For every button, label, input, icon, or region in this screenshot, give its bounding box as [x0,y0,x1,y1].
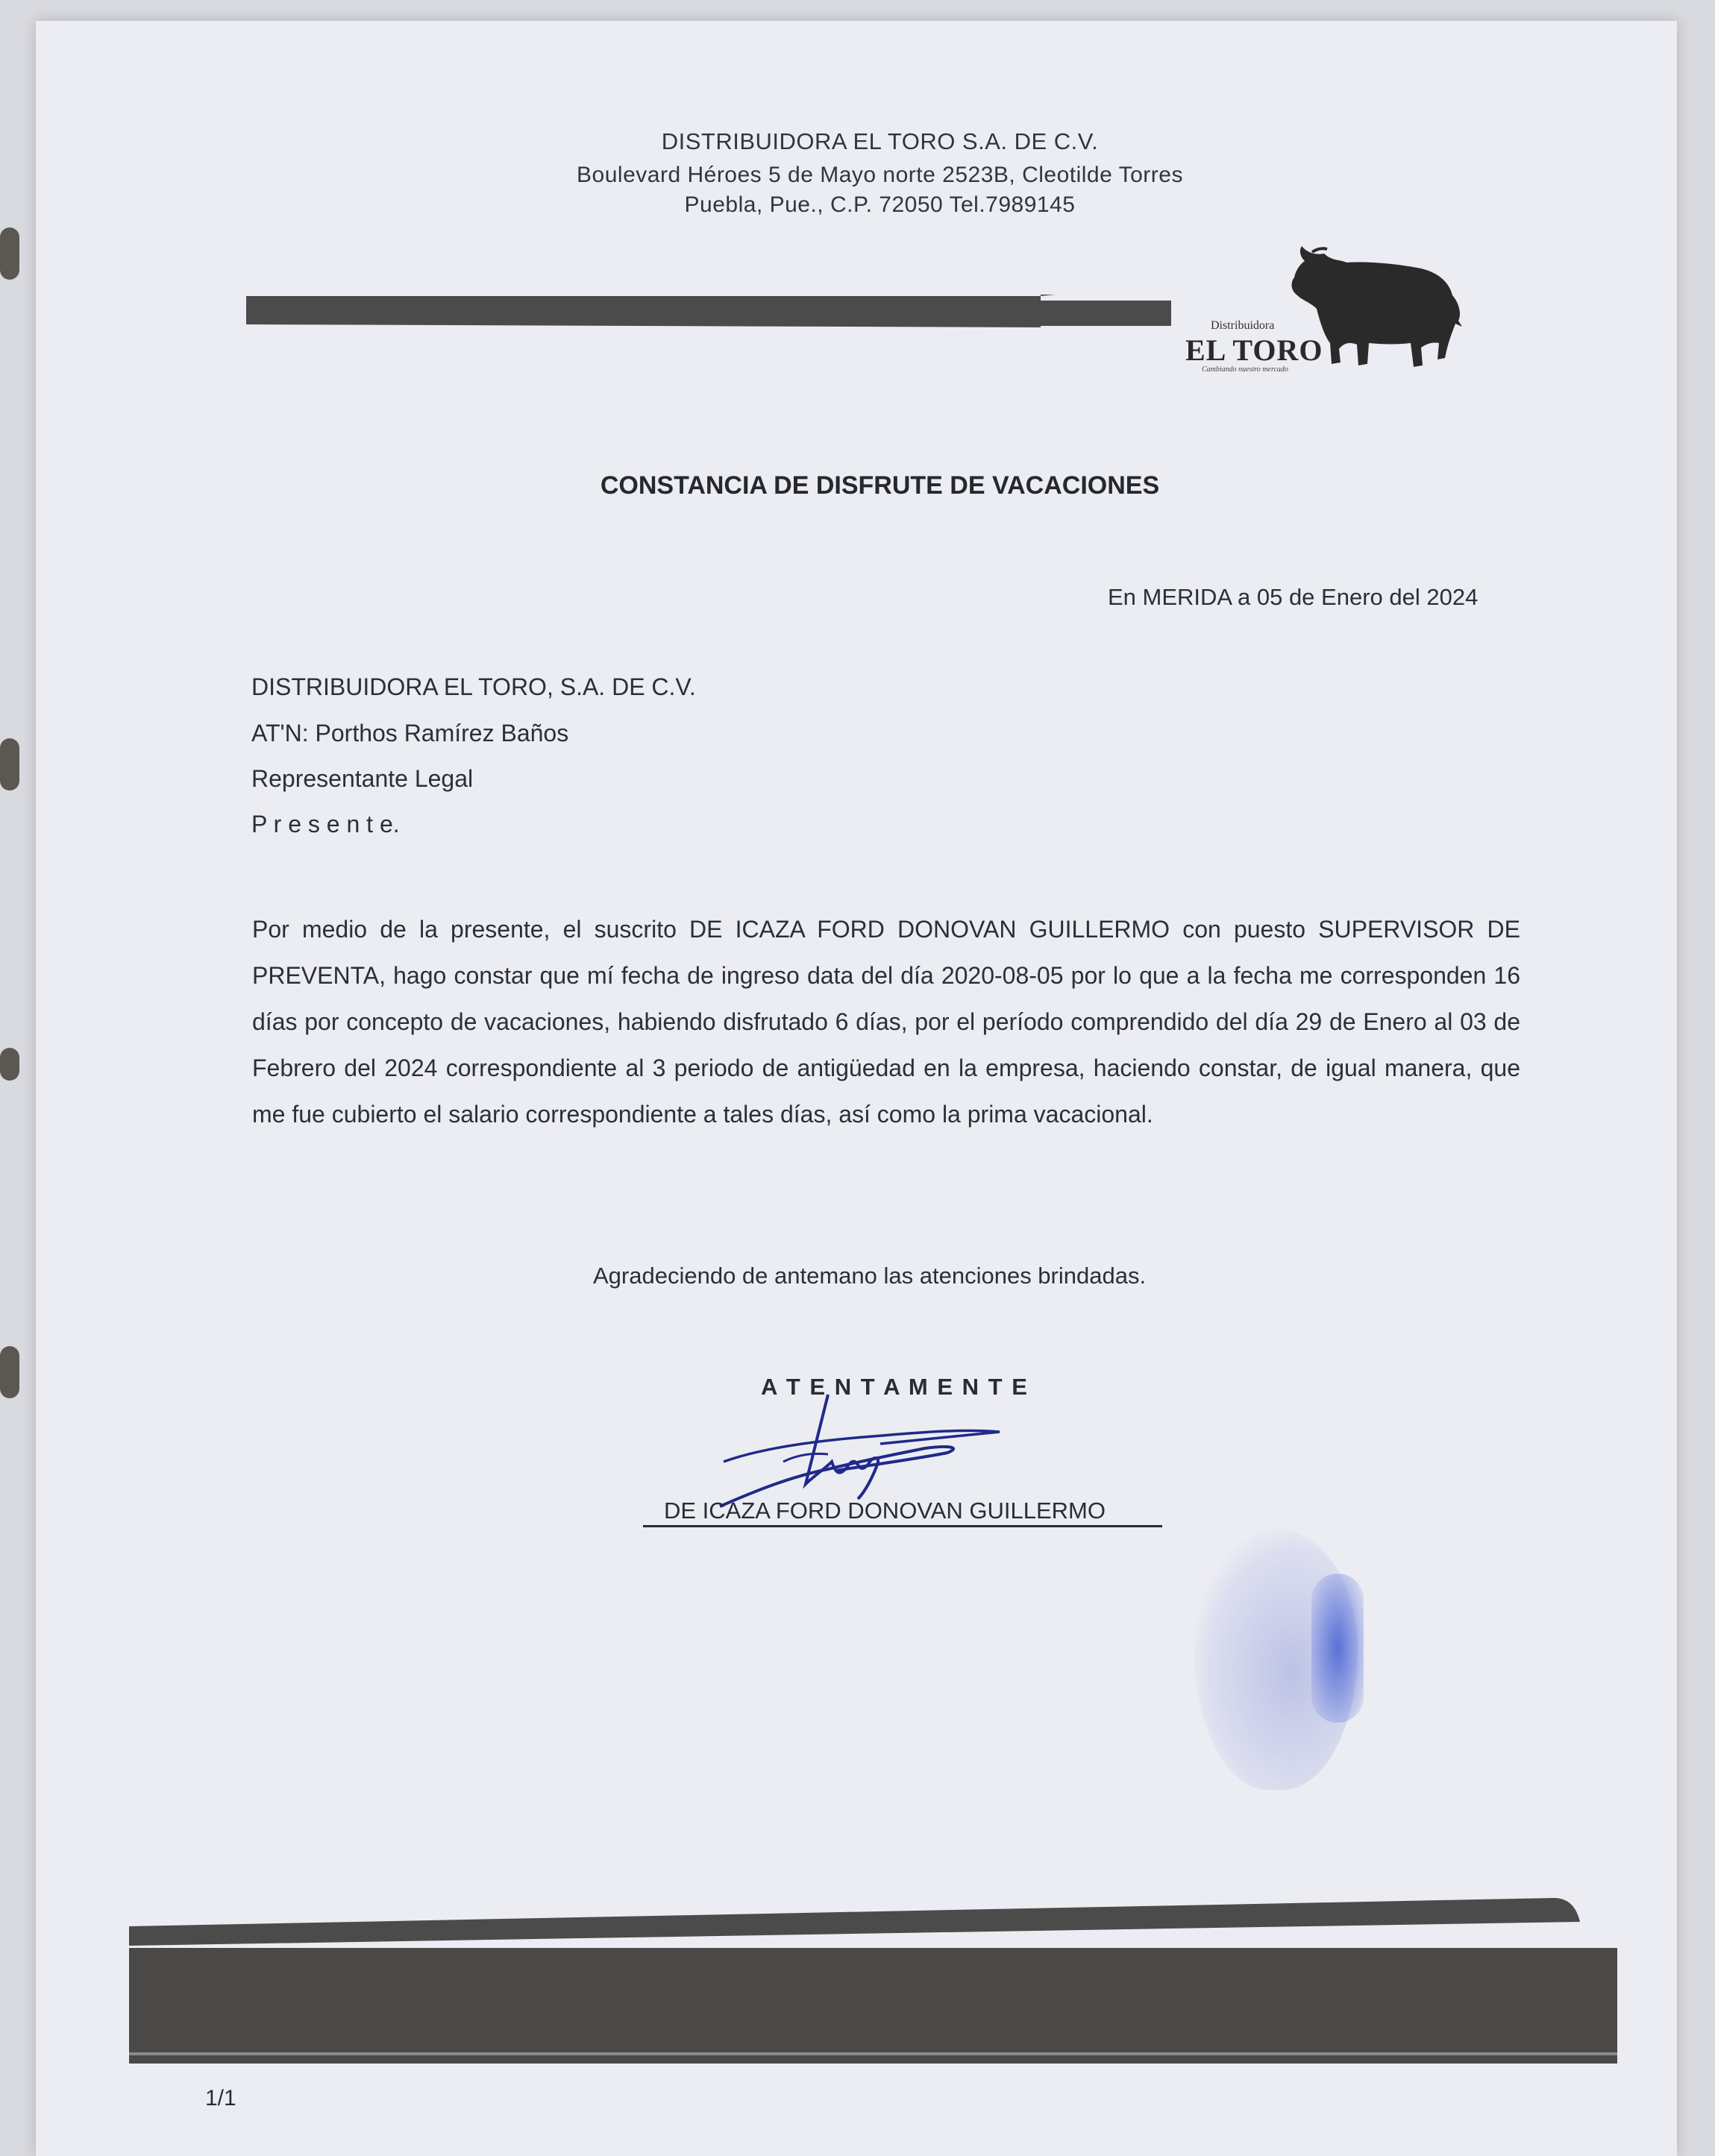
company-logo [1182,231,1466,380]
logo-tagline: Cambiando nuestro mercado [1202,365,1288,374]
company-name: DISTRIBUIDORA EL TORO S.A. DE C.V. [661,128,1099,154]
signer-name: DE ICAZA FORD DONOVAN GUILLERMO [664,1497,1106,1524]
document-title: CONSTANCIA DE DISFRUTE DE VACACIONES [600,471,1160,500]
logo-brand: EL TORO [1185,333,1323,367]
logo-small-text: Distribuidora [1211,319,1275,332]
recipient-company: DISTRIBUIDORA EL TORO, S.A. DE C.V. [251,673,696,700]
company-address: Boulevard Héroes 5 de Mayo norte 2523B, Cleotilde Torres [577,163,1183,187]
closing-line: Agradeciendo de antemano las atenciones brindadas. [593,1263,1147,1289]
binder-hole [0,1048,19,1081]
binder-hole [0,738,19,791]
footer-band [129,1948,1617,2064]
header-stripe [246,295,1171,332]
page-number: 1/1 [205,2086,236,2111]
recipient-role: Representante Legal [251,765,474,792]
recipient-attention: AT'N: Porthos Ramírez Baños [251,720,569,747]
company-city-phone: Puebla, Pue., C.P. 72050 Tel.7989145 [684,192,1076,217]
date-line: En MERIDA a 05 de Enero del 2024 [1108,584,1479,610]
recipient-presente: P r e s e n t e. [251,811,400,837]
footer-stripe-top [129,1898,1584,1946]
signature-line [643,1525,1162,1527]
fingerprint-ink [1311,1574,1364,1723]
binder-hole [0,227,19,280]
binder-hole [0,1346,19,1398]
body-paragraph: Por medio de la presente, el suscrito DE ICAZA FORD DONOVAN GUILLERMO con puesto SUPERVISOR DE PREVENTA, hago constar que mí fecha de ingreso data del día 2020-08-05 por lo que a la fecha me corresponden 16 días por concepto de vacaciones, habiendo disfrutado 6 días, por el período comprendido del día 29 de Enero al 03 de Febrero del 2024 correspondiente al 3 periodo de antigüedad en la empresa, haciendo constar, de igual manera, que me fue cubierto el salario correspondiente a tales días, así como la prima vacacional. [252,916,1520,1128]
signature-heading: A T E N T A M E N T E [761,1374,1029,1400]
footer-band-line [129,2052,1617,2055]
